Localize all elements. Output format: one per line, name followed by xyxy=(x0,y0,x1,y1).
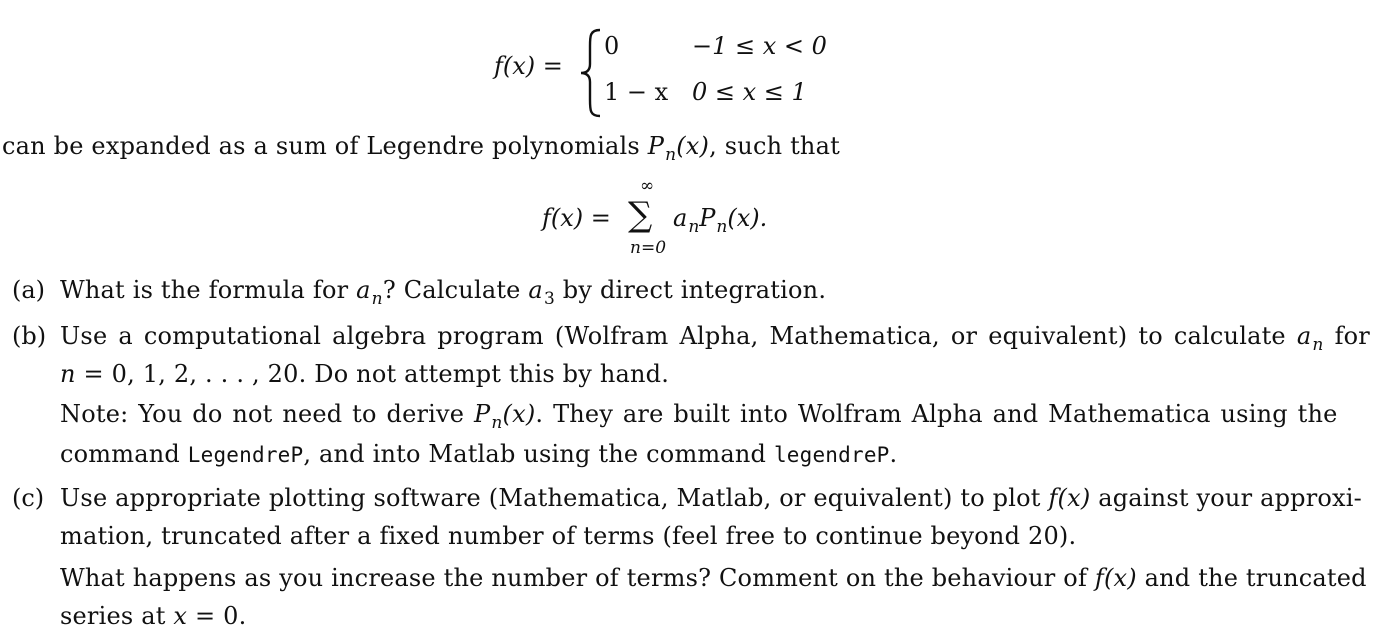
legendre-symbol: P xyxy=(647,132,665,160)
question-b-line-2 xyxy=(60,360,669,388)
term-p-sub: n xyxy=(716,217,728,237)
legendre-subscript: n xyxy=(665,145,677,165)
math-p: P xyxy=(474,400,491,428)
sum-sigma: ∑ xyxy=(628,195,653,235)
left-brace-icon xyxy=(578,28,604,118)
question-c-line-2: mation, truncated after a fixed number of terms (feel free to continue beyond 20). xyxy=(60,522,1077,550)
intro-text-a: can be expanded as a sum of Legendre polynomials xyxy=(2,132,648,160)
text: What is the formula for xyxy=(60,276,357,304)
math-a: a xyxy=(356,276,371,304)
term-tail: (x). xyxy=(727,204,768,232)
coefficient-sub: n xyxy=(688,217,700,237)
math-sub: n xyxy=(1312,335,1324,355)
math-fx: f(x) xyxy=(1094,564,1137,592)
text: . xyxy=(889,440,898,468)
question-c-line-1 xyxy=(60,484,1362,512)
text: Use a computational algebra program (Wolfram Alpha, Mathematica, or equivalent) to calculate xyxy=(60,322,1297,350)
coefficient-a: a xyxy=(673,204,688,232)
code-legendrep-upper: LegendreP xyxy=(187,443,304,467)
math-sub: n xyxy=(491,413,503,433)
case-2-condition: 0 ≤ x ≤ 1 xyxy=(692,78,807,106)
case-1-condition: −1 ≤ x < 0 xyxy=(692,32,827,60)
text: Note: You do not need to derive xyxy=(60,400,475,428)
math-n: n xyxy=(60,360,76,388)
question-b-line-1 xyxy=(60,322,1370,355)
question-b-note-line-1 xyxy=(60,400,1338,433)
text: ? Calculate xyxy=(382,276,529,304)
series-term xyxy=(673,204,768,237)
text: , and into Matlab using the command xyxy=(303,440,774,468)
math-x: x xyxy=(173,602,188,630)
text: What happens as you increase the number of terms? Comment on the behaviour of xyxy=(60,564,1095,592)
text: . They are built into Wolfram Alpha and Mathematica using the xyxy=(535,400,1338,428)
text: Use appropriate plotting software (Mathematica, Matlab, or equivalent) to plot xyxy=(60,484,1049,512)
text: command xyxy=(60,440,188,468)
text: = 0. xyxy=(187,602,247,630)
question-b-label: (b) xyxy=(12,322,47,350)
text: = 0, 1, 2, . . . , 20. Do not attempt this by hand. xyxy=(75,360,670,388)
case-2-value: 1 − x xyxy=(604,78,669,106)
sum-lower-limit: n=0 xyxy=(630,238,667,258)
text: by direct integration. xyxy=(554,276,827,304)
question-c-line-3 xyxy=(60,564,1367,592)
text: for xyxy=(1323,322,1370,350)
math-a: a xyxy=(1296,322,1312,350)
code-legendrep-lower: legendreP xyxy=(773,443,890,467)
text: against your approxi- xyxy=(1090,484,1362,512)
sum-upper-limit: ∞ xyxy=(640,176,655,196)
legendre-arg: (x) xyxy=(676,132,710,160)
question-b-note-line-2 xyxy=(60,440,897,468)
question-a-label: (a) xyxy=(12,276,46,304)
math-fx: f(x) xyxy=(1048,484,1091,512)
math-sub: n xyxy=(371,289,383,309)
math-arg: (x) xyxy=(502,400,536,428)
definition-lhs: f(x) = xyxy=(494,52,563,80)
question-a-line-1 xyxy=(60,276,827,309)
term-p: P xyxy=(699,204,716,232)
question-c-line-4 xyxy=(60,602,246,630)
series-lhs: f(x) = xyxy=(542,204,611,232)
intro-sentence xyxy=(2,132,840,165)
question-c-label: (c) xyxy=(12,484,45,512)
math-sub: 3 xyxy=(543,289,555,309)
math-a: a xyxy=(528,276,543,304)
text: series at xyxy=(60,602,174,630)
intro-text-b: , such that xyxy=(709,132,840,160)
text: and the truncated xyxy=(1136,564,1367,592)
case-1-value: 0 xyxy=(604,32,620,60)
